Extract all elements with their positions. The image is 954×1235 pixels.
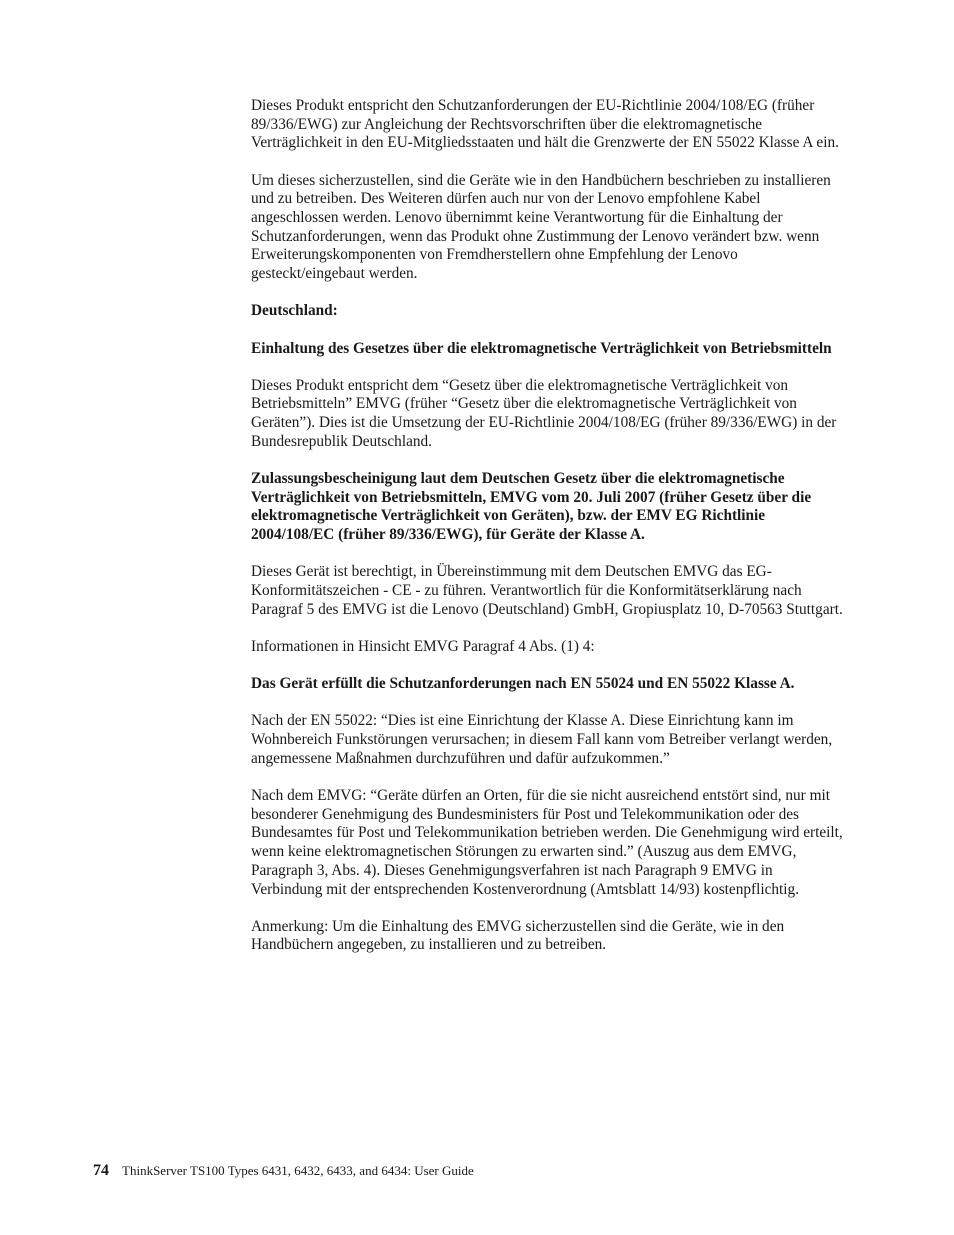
paragraph-note: Anmerkung: Um die Einhaltung des EMVG sicherzustellen sind die Geräte, wie in den Handbüchern angegeben, zu installieren und zu betreiben. — [251, 917, 785, 954]
paragraph-emvg-law: Dieses Produkt entspricht dem “Gesetz über die elektromagnetische Verträglichkeit von Betriebsmitteln” EMVG (früher “Gesetz über die elektromagnetische Verträglichkeit von Geräten”). Dies ist die Umsetzung der EU-Richtlinie 2004/108/EG (früher 89/336/EWG) in der Bundesrepublik Deutschland. — [251, 376, 837, 450]
paragraph-eu-directive: Dieses Produkt entspricht den Schutzanforderungen der EU-Richtlinie 2004/108/EG (früher 89/336/EWG) zur Angleichung der Rechtsvorschriften über die elektromagnetische Verträglichkeit in den EU-Mitgliedsstaaten und hält die Grenzwerte der EN 55022 Klasse A ein. — [251, 97, 839, 152]
heading-certification: Zulassungsbescheinigung laut dem Deutschen Gesetz über die elektromagnetische Verträglichkeit von Betriebsmitteln, EMVG vom 20. Juli 2007 (früher Gesetz über die elektromagnetische Verträglichkeit von Geräten), bzw. der EMV EG Richtlinie 2004/108/EC (früher 89/336/EWG), für Geräte der Klasse A. — [251, 470, 812, 544]
paragraph-emvg-info: Informationen in Hinsicht EMVG Paragraf 4 Abs. (1) 4: — [251, 637, 595, 655]
document-body — [251, 97, 843, 974]
paragraph-en55022: Nach der EN 55022: “Dies ist eine Einrichtung der Klasse A. Diese Einrichtung kann im Wohnbereich Funkstörungen verursachen; in diesem Fall kann vom Betreiber verlangt werden, angemessene Maßnahmen durchzuführen und dafür aufzukommen.” — [251, 712, 833, 767]
heading-protection-requirements: Das Gerät erfüllt die Schutzanforderungen nach EN 55024 und EN 55022 Klasse A. — [251, 675, 795, 693]
page-footer — [93, 1162, 474, 1180]
heading-emvg-compliance: Einhaltung des Gesetzes über die elektromagnetische Verträglichkeit von Betriebsmitteln — [251, 339, 832, 357]
paragraph-ce-mark: Dieses Gerät ist berechtigt, in Übereinstimmung mit dem Deutschen EMVG das EG-Konformitätszeichen - CE - zu führen. Verantwortlich für die Konformitätserklärung nach Paragraf 5 des EMVG ist die Lenovo (Deutschland) GmbH, Gropiusplatz 10, D-70563 Stuttgart. — [251, 563, 843, 618]
page-number: 74 — [93, 1162, 109, 1179]
heading-deutschland: Deutschland: — [251, 302, 338, 320]
footer-document-title: ThinkServer TS100 Types 6431, 6432, 6433, and 6434: User Guide — [122, 1163, 474, 1178]
paragraph-installation: Um dieses sicherzustellen, sind die Geräte wie in den Handbüchern beschrieben zu installieren und zu betreiben. Des Weiteren dürfen auch nur von der Lenovo empfohlene Kabel angeschlossen werden. Lenovo übernimmt keine Verantwortung für die Einhaltung der Schutzanforderungen, wenn das Produkt ohne Zustimmung der Lenovo verändert bzw. wenn Erweiterungskomponenten von Fremdherstellern ohne Empfehlung der Lenovo gesteckt/eingebaut werden. — [251, 171, 831, 283]
paragraph-emvg-quote: Nach dem EMVG: “Geräte dürfen an Orten, für die sie nicht ausreichend entstört sind, nur mit besonderer Genehmigung des Bundesministers für Post und Telekommunikation oder des Bundesamtes für Post und Telekommunikation betrieben werden. Die Genehmigung wird erteilt, wenn keine elektromagnetischen Störungen zu erwarten sind.” (Auszug aus dem EMVG, Paragraph 3, Abs. 4). Dieses Genehmigungsverfahren ist nach Paragraph 9 EMVG in Verbindung mit der entsprechenden Kostenverordnung (Amtsblatt 14/93) kostenpflichtig. — [251, 786, 843, 898]
